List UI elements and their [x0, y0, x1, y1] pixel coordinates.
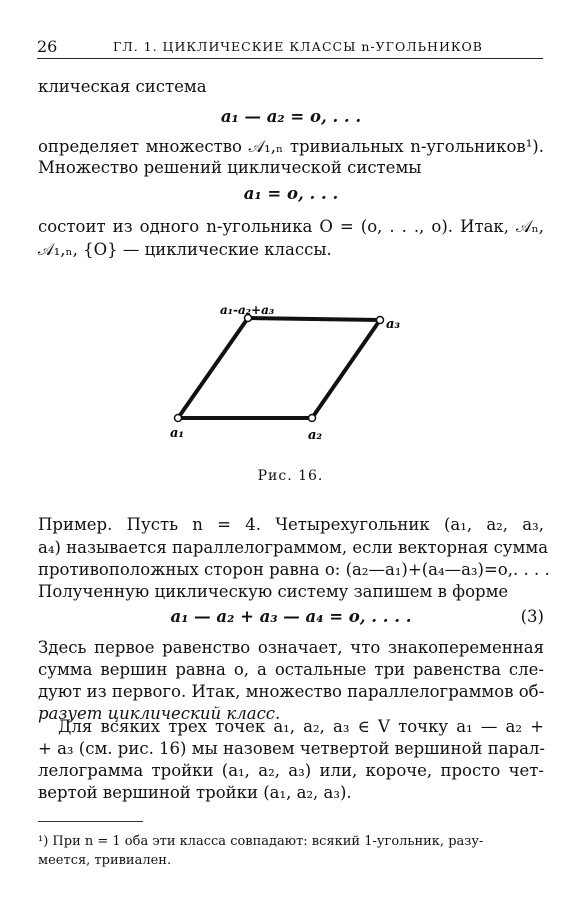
text-line: определяет множество 𝒜₁,ₙ тривиальных n-угольников¹).: [38, 137, 544, 156]
text-line: Множество решений циклической системы: [38, 158, 422, 177]
label-a1: a₁: [170, 426, 185, 441]
label-a4: a₁-a₂+a₃: [220, 303, 275, 317]
page-number: 26: [37, 37, 58, 56]
text-line: вертой вершиной тройки (a₁, a₂, a₃).: [38, 783, 352, 802]
text-line: Для всяких трех точек a₁, a₂, a₃ ∈ V точку a₁ — a₂ +: [58, 717, 544, 736]
running-header: [37, 37, 543, 57]
parallelogram-figure: [150, 300, 430, 450]
text-line: состоит из одного n-угольника O = (o, . . ., o). Итак, 𝒜ₙ,: [38, 217, 544, 236]
label-a2: a₂: [308, 428, 323, 443]
footnote-line: ¹) При n = 1 оба эти класса совпадают: всякий 1-угольник, разу-: [38, 834, 484, 849]
text-line: лелограмма тройки (a₁, a₂, a₃) или, короче, просто чет-: [38, 761, 544, 780]
text-line: разует циклический класс.: [38, 704, 281, 723]
chapter-title: ГЛ. 1. ЦИКЛИЧЕСКИЕ КЛАССЫ n-УГОЛЬНИКОВ: [113, 39, 483, 54]
text-line: a₄) называется параллелограммом, если векторная сумма: [38, 538, 549, 557]
vertex-a3: [377, 317, 384, 324]
text-line: противоположных сторон равна o: (a₂—a₁)+(a₄—a₃)=o,. . . .: [38, 560, 550, 579]
text-line: Пример. Пусть n = 4. Четырехугольник (a₁, a₂, a₃,: [38, 515, 544, 534]
vertex-a1: [175, 415, 182, 422]
text-line: дуют из первого. Итак, множество параллелограммов об-: [38, 682, 545, 701]
text-line: Полученную циклическую систему запишем в форме: [38, 582, 509, 601]
label-a3: a₃: [386, 317, 401, 332]
text-line: 𝒜₁,ₙ, {O} — циклические классы.: [38, 240, 332, 259]
text-line: сумма вершин равна o, а остальные три равенства сле-: [38, 660, 544, 679]
parallelogram-shape: [178, 318, 380, 418]
equation: a₁ — a₂ = o, . . .: [220, 107, 362, 126]
equation-number: (3): [520, 607, 544, 626]
figure-caption: Рис. 16.: [257, 468, 324, 484]
equation-3-row: [38, 606, 544, 628]
header-rule: [37, 58, 543, 59]
text-line: клическая система: [38, 77, 207, 96]
equation: a₁ = o, . . .: [243, 184, 339, 203]
footnote-line: меется, тривиален.: [38, 853, 172, 868]
equation: a₁ — a₂ + a₃ — a₄ = o, . . . .: [170, 607, 412, 626]
text-line: Здесь первое равенство означает, что знакопеременная: [38, 638, 544, 657]
vertex-a2: [309, 415, 316, 422]
footnote-rule: [38, 821, 143, 822]
text-line: + a₃ (см. рис. 16) мы назовем четвертой вершиной парал-: [38, 739, 545, 758]
